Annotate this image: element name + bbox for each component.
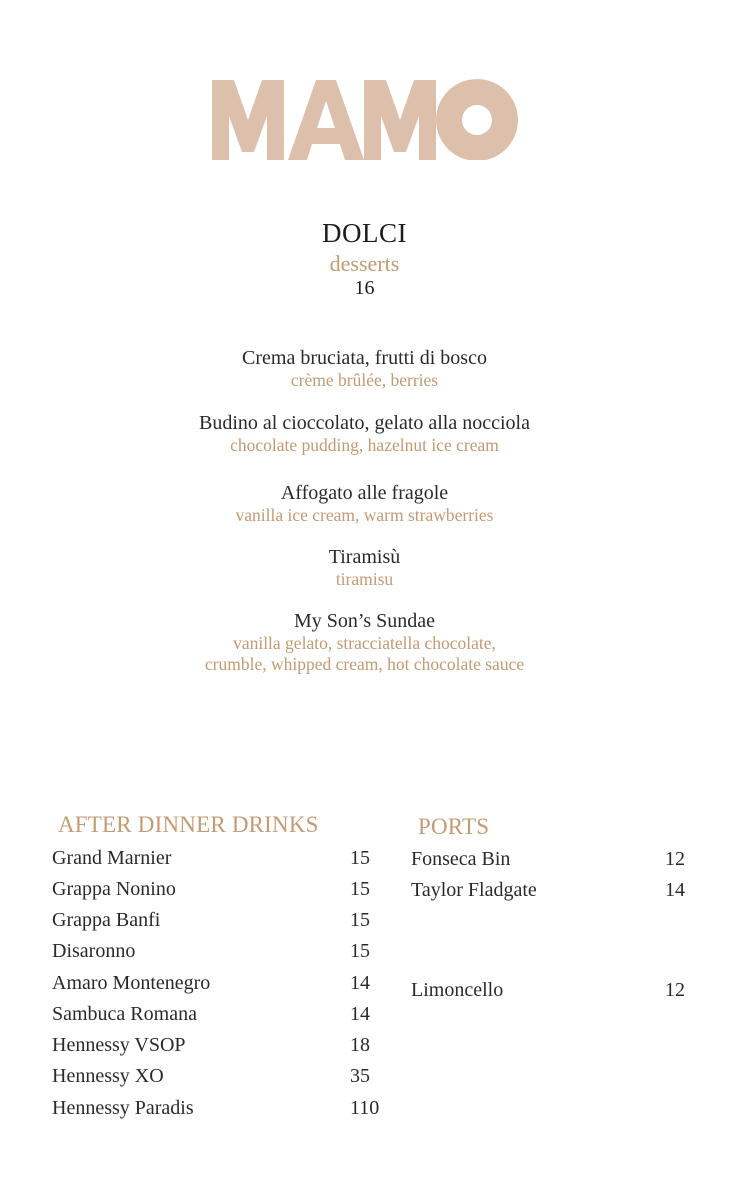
dessert-item <box>0 481 729 526</box>
drink-price: 15 <box>350 878 370 900</box>
dessert-english: crumble, whipped cream, hot chocolate sauce <box>204 654 525 674</box>
drink-name: Grappa Banfi <box>52 909 161 931</box>
after-dinner-title: AFTER DINNER DRINKS <box>58 812 319 837</box>
dessert-italian: Budino al cioccolato, gelato alla nocciola <box>199 412 530 434</box>
drink-price: 15 <box>350 847 370 869</box>
port-price: 12 <box>665 979 685 1001</box>
dessert-item <box>0 545 729 590</box>
drink-price: 35 <box>350 1065 370 1087</box>
dolci-price: 16 <box>354 277 375 299</box>
dessert-item <box>0 346 729 391</box>
dessert-english: vanilla ice cream, warm strawberries <box>235 505 494 525</box>
port-name: Taylor Fladgate <box>411 879 537 901</box>
drink-name: Sambuca Romana <box>52 1003 197 1025</box>
drink-price: 15 <box>350 909 370 931</box>
dessert-italian: My Son’s Sundae <box>293 610 436 632</box>
drink-name: Amaro Montenegro <box>52 972 211 994</box>
dessert-italian: Crema bruciata, frutti di bosco <box>242 347 487 369</box>
drink-name: Hennessy VSOP <box>52 1034 186 1056</box>
drink-price: 18 <box>350 1034 370 1056</box>
drink-price: 14 <box>350 972 370 994</box>
mamo-logo <box>0 74 729 160</box>
drink-name: Disaronno <box>52 940 136 962</box>
dolci-title: DOLCI <box>322 218 407 248</box>
port-name: Fonseca Bin <box>411 848 511 870</box>
drink-name: Hennessy Paradis <box>52 1097 194 1119</box>
ports-title: PORTS <box>418 814 490 839</box>
mamo-logo-mark <box>212 74 518 160</box>
dolci-subtitle: desserts <box>329 251 400 276</box>
port-price: 14 <box>665 879 685 901</box>
drink-price: 110 <box>350 1097 380 1119</box>
drink-price: 15 <box>350 940 370 962</box>
drink-name: Grappa Nonino <box>52 878 176 900</box>
dessert-english: tiramisu <box>335 569 394 589</box>
drink-name: Grand Marnier <box>52 847 172 869</box>
dessert-item <box>0 411 729 456</box>
port-name: Limoncello <box>411 979 504 1001</box>
dessert-english: crème brûlée, berries <box>290 370 439 390</box>
drink-price: 14 <box>350 1003 370 1025</box>
dessert-item <box>0 609 729 675</box>
drink-name: Hennessy XO <box>52 1065 164 1087</box>
port-price: 12 <box>665 848 685 870</box>
dessert-english: vanilla gelato, stracciatella chocolate, <box>233 633 496 653</box>
dessert-english: chocolate pudding, hazelnut ice cream <box>230 435 499 455</box>
dessert-italian: Affogato alle fragole <box>280 482 449 504</box>
dessert-italian: Tiramisù <box>328 546 401 568</box>
